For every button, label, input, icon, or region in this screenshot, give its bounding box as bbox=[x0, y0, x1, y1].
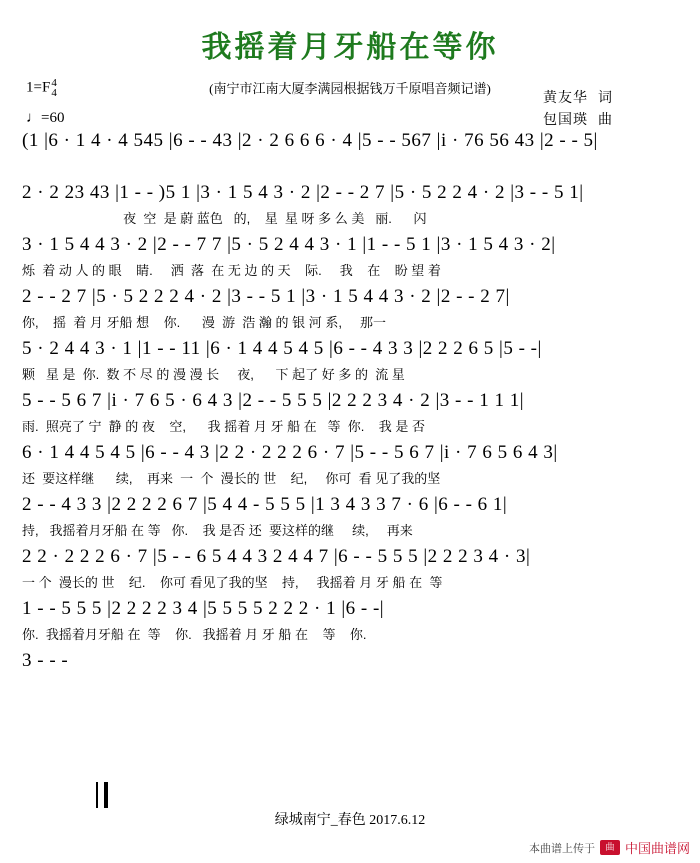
tempo-equals: = bbox=[41, 110, 50, 126]
system-row bbox=[0, 594, 700, 646]
system-row bbox=[0, 438, 700, 490]
time-bottom: 4 bbox=[51, 87, 57, 99]
final-barline-thin bbox=[96, 782, 98, 808]
time-top: 4 bbox=[51, 77, 57, 89]
lyrics-line: 夜 空 是 蔚 蓝色 的, 星 星 呀 多 么 美 丽. 闪 bbox=[22, 211, 427, 226]
key-value: F bbox=[41, 79, 51, 96]
system-row bbox=[0, 126, 700, 178]
lyricist-role: 词 bbox=[598, 91, 612, 106]
notation-line: 3 · 1 5 4 4 3 · 2 |2 - - 7 7 |5 · 5 2 4 4 3 · 1 |1 - - 5 1 |3 · 1 5 4 3 · 2| bbox=[22, 234, 556, 255]
lyrics-line: 还 要这样继 续, 再来 一 个 漫长的 世 纪, 你可 看 见了我的坚 bbox=[22, 471, 441, 486]
site-name: 中国曲谱网 bbox=[624, 841, 690, 856]
subtitle: (南宁市江南大厦李满园根据钱万千原唱音频记谱) bbox=[209, 81, 491, 96]
lyrics-line: 雨. 照亮了 宁 静 的 夜 空, 我 摇着 月 牙 船 在 等 你. 我 是 否 bbox=[22, 419, 426, 434]
credit-lyricist bbox=[543, 88, 612, 110]
composer-role: 曲 bbox=[598, 113, 612, 128]
system-row bbox=[0, 282, 700, 334]
notation-line: 2 - - 4 3 3 |2 2 2 2 6 7 |5 4 4 - 5 5 5 |1 3 4 3 3 7 · 6 |6 - - 6 1| bbox=[22, 494, 508, 515]
notation-line: 2 2 · 2 2 2 6 · 7 |5 - - 6 5 4 4 3 2 4 4 7 |6 - - 5 5 5 |2 2 2 3 4 · 3| bbox=[22, 546, 531, 567]
lyrics-line: 你, 摇 着 月 牙船 想 你. 漫 游 浩 瀚 的 银 河 系, 那一 bbox=[22, 315, 387, 330]
system-row bbox=[0, 542, 700, 594]
lyricist-name: 黄友华 bbox=[543, 91, 588, 106]
final-barline-thick bbox=[104, 782, 108, 808]
lyrics-line bbox=[0, 156, 700, 178]
footer-credit: 绿城南宁_春色 2017.6.12 bbox=[274, 813, 426, 828]
tempo-bpm: 60 bbox=[49, 110, 65, 126]
notation-line: 2 - - 2 7 |5 · 5 2 2 2 4 · 2 |3 - - 5 1 |3 · 1 5 4 4 3 · 2 |2 - - 2 7| bbox=[22, 286, 510, 307]
system-row-final bbox=[0, 646, 700, 698]
page-title: 我摇着月牙船在等你 bbox=[201, 31, 499, 64]
lyrics-line: 持, 我摇着月牙船 在 等 你. 我 是否 还 要这样的继 续, 再来 bbox=[22, 523, 413, 538]
key-signature bbox=[26, 78, 57, 98]
notation-line: 1 - - 5 5 5 |2 2 2 2 3 4 |5 5 5 5 2 2 2 · 1 |6 - -| bbox=[22, 598, 385, 619]
notation-line: 3 - - - bbox=[22, 650, 69, 671]
score bbox=[0, 126, 700, 698]
lyrics-line: 颗 星 是 你. 数 不 尽 的 漫 漫 长 夜, 下 起了 好 多 的 流 星 bbox=[22, 367, 405, 382]
composer-name: 包国瑛 bbox=[543, 113, 588, 128]
site-logo-icon: 曲 bbox=[600, 840, 620, 855]
notation-line: 2 · 2 23 43 |1 - - )5 1 |3 · 1 5 4 3 · 2 |2 - - 2 7 |5 · 5 2 2 4 · 2 |3 - - 5 1| bbox=[22, 182, 584, 203]
system-row bbox=[0, 490, 700, 542]
lyrics-line: 烁 着 动 人 的 眼 睛. 洒 落 在 无 边 的 天 际. 我 在 盼 望 着 bbox=[22, 263, 441, 278]
lyrics-line bbox=[0, 676, 700, 698]
notation-line: 5 - - 5 6 7 |i · 7 6 5 · 6 4 3 |2 - - 5 5 5 |2 2 2 3 4 · 2 |3 - - 1 1 1| bbox=[22, 390, 524, 411]
notation-line: 5 · 2 4 4 3 · 1 |1 - - 11 |6 · 1 4 4 5 4 5 |6 - - 4 3 3 |2 2 2 6 5 |5 - -| bbox=[22, 338, 542, 359]
system-row bbox=[0, 386, 700, 438]
quarter-note-icon: ♩ bbox=[26, 110, 41, 126]
sheet-music-page bbox=[0, 22, 700, 863]
upload-note: 本曲谱上传于 bbox=[528, 842, 595, 855]
key-label: 1= bbox=[26, 79, 42, 96]
tempo-marking bbox=[26, 110, 64, 127]
notation-line: (1 |6 · 1 4 · 4 545 |6 - - 43 |2 · 2 6 6 6 · 4 |5 - - 567 |i · 76 56 43 |2 - - 5| bbox=[22, 130, 598, 151]
system-row bbox=[0, 334, 700, 386]
system-row bbox=[0, 230, 700, 282]
lyrics-line: 一 个 漫长的 世 纪. 你可 看见了我的坚 持, 我摇着 月 牙 船 在 等 bbox=[22, 575, 443, 590]
lyrics-line: 你. 我摇着月牙船 在 等 你. 我摇着 月 牙 船 在 等 你. bbox=[22, 627, 367, 642]
time-signature bbox=[51, 78, 57, 98]
system-row bbox=[0, 178, 700, 230]
notation-line: 6 · 1 4 4 5 4 5 |6 - - 4 3 |2 2 · 2 2 2 6 · 7 |5 - - 5 6 7 |i · 7 6 5 6 4 3| bbox=[22, 442, 558, 463]
